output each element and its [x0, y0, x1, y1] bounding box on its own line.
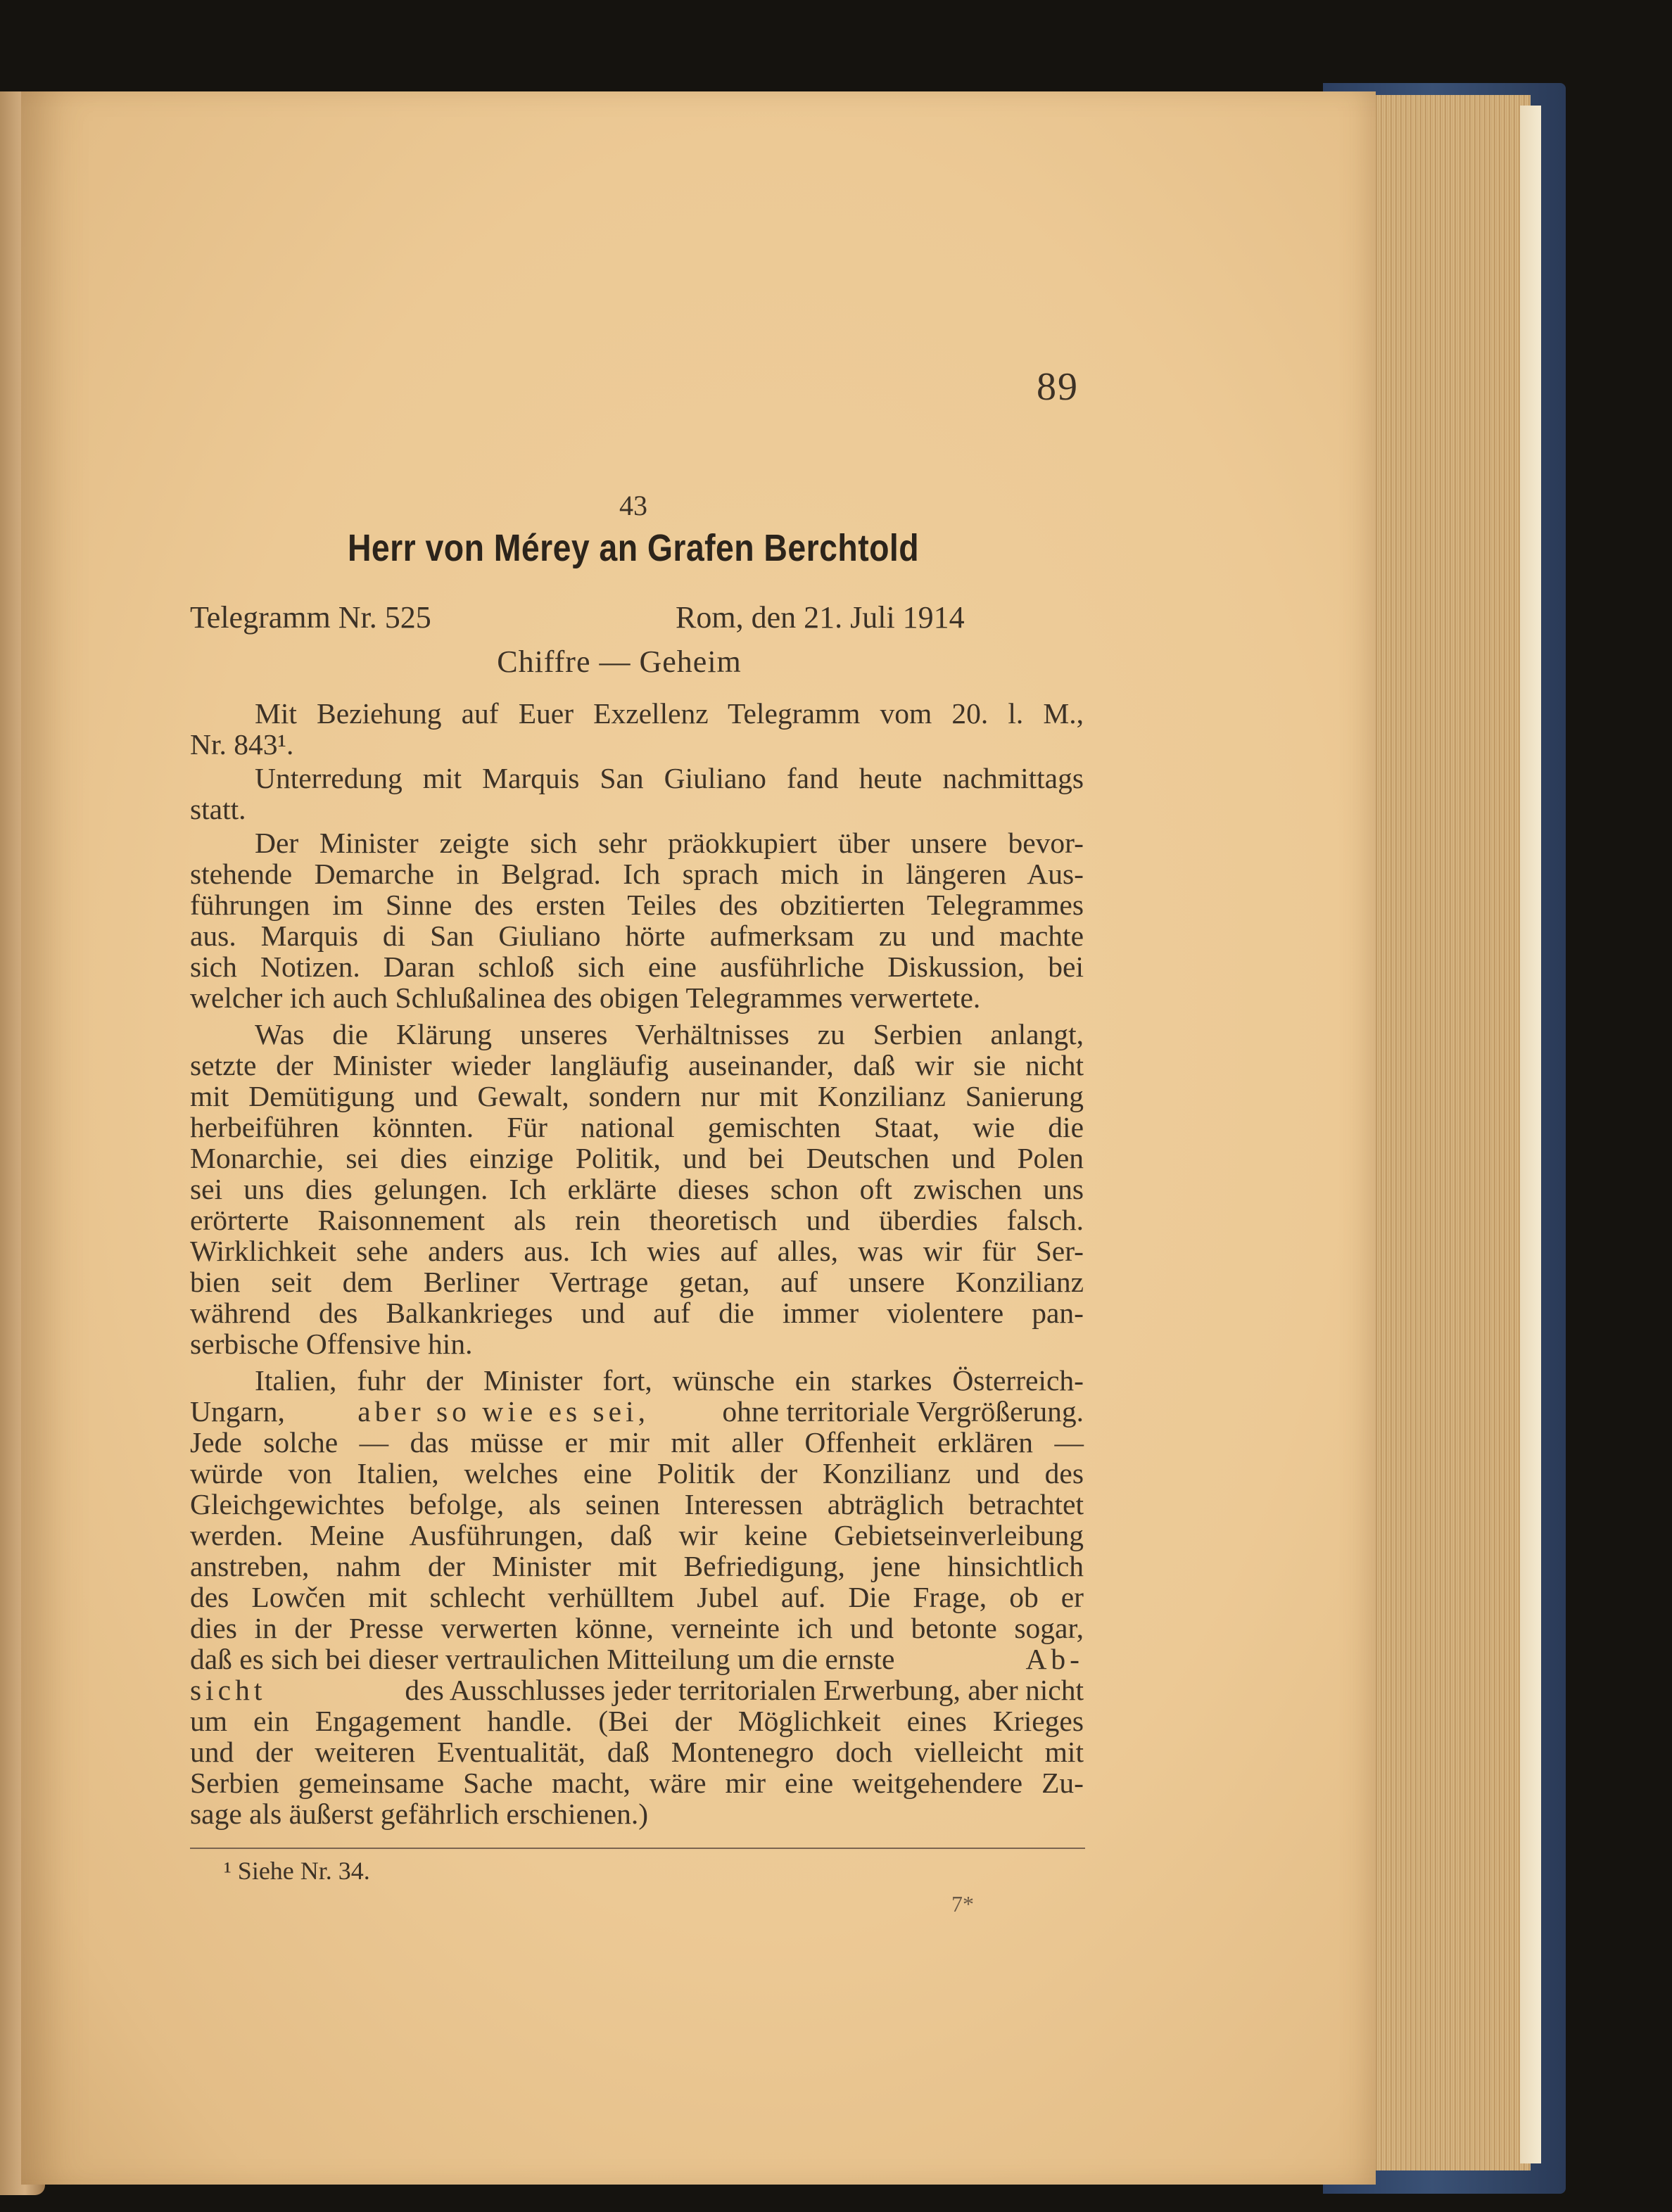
body-line: erörterte Raisonnement als rein theoretisch und überdies falsch. [190, 1204, 1084, 1236]
body-line: welcher ich auch Schlußalinea des obigen Telegrammes verwertete. [190, 981, 981, 1014]
body-line: Jede solche — das müsse er mir mit aller Offenheit erklären — [190, 1426, 1084, 1458]
body-line: anstreben, nahm der Minister mit Befriedigung, jene hinsichtlich [190, 1550, 1084, 1582]
document-title: Herr von Mérey an Grafen Berchtold [347, 527, 920, 569]
body-phrase: daß es sich bei dieser vertraulichen Mitteilung um die ernste [190, 1643, 895, 1675]
body-line: aus. Marquis di San Giuliano hörte aufmerksam zu und machte [190, 920, 1084, 952]
body-line: serbische Offensive hin. [190, 1328, 473, 1360]
footnote: ¹ Siehe Nr. 34. [224, 1857, 370, 1885]
body-line: werden. Meine Ausführungen, daß wir keine Gebietseinverleibung [190, 1519, 1084, 1551]
body-line: statt. [190, 793, 246, 825]
body-line: des Lowčen mit schlecht verhülltem Jubel auf. Die Frage, ob er [190, 1581, 1084, 1613]
body-line: führungen im Sinne des ersten Teiles des obzitierten Telegrammes [190, 889, 1084, 921]
body-line: Monarchie, sei dies einzige Politik, und bei Deutschen und Polen [190, 1142, 1084, 1174]
body-line: Unterredung mit Marquis San Giuliano fand heute nachmittags [255, 762, 1084, 794]
page-edges [1358, 95, 1531, 2170]
body-line: Nr. 843¹. [190, 728, 294, 761]
body-line [190, 1394, 1084, 1428]
body-line: sich Notizen. Daran schloß sich eine ausführliche Diskussion, bei [190, 951, 1084, 983]
body-line: und der weiteren Eventualität, daß Montenegro doch vielleicht mit [190, 1736, 1084, 1768]
body-spaced-word: Ab- [1025, 1643, 1084, 1675]
body-line [190, 1642, 1084, 1676]
body-line: Mit Beziehung auf Euer Exzellenz Telegramm vom 20. l. M., [255, 697, 1084, 730]
book-page [21, 91, 1376, 2185]
body-line: Italien, fuhr der Minister fort, wünsche ein starkes Österreich- [255, 1364, 1084, 1397]
body-word: Ungarn, [190, 1395, 285, 1428]
body-line: bien seit dem Berliner Vertrage getan, auf unsere Konzilianz [190, 1266, 1084, 1298]
footnote-divider [190, 1848, 1085, 1849]
body-spaced-phrase: aber so wie es sei, [357, 1395, 650, 1428]
body-line: Serbien gemeinsame Sache macht, wäre mir eine weitgehendere Zu- [190, 1767, 1084, 1799]
body-line: stehende Demarche in Belgrad. Ich sprach mich in längeren Aus- [190, 858, 1084, 890]
body-word: ohne territoriale Vergrößerung. [722, 1395, 1084, 1428]
body-line: dies in der Presse verwerten könne, verneinte ich und betonte sogar, [190, 1612, 1084, 1644]
body-line: Was die Klärung unseres Verhältnisses zu Serbien anlangt, [255, 1018, 1084, 1050]
body-line: Gleichgewichtes befolge, als seinen Interessen abträglich betrachtet [190, 1488, 1084, 1520]
page-number: 89 [1037, 365, 1079, 409]
body-line: um ein Engagement handle. (Bei der Möglichkeit eines Krieges [190, 1705, 1084, 1737]
telegram-number: Telegramm Nr. 525 [190, 600, 431, 635]
body-line: setzte der Minister wieder langläufig auseinander, daß wir sie nicht [190, 1049, 1084, 1081]
body-line [190, 1673, 1084, 1707]
body-line: während des Balkankrieges und auf die immer violentere pan- [190, 1297, 1084, 1329]
body-spaced-word: sicht [190, 1674, 267, 1706]
body-line: Der Minister zeigte sich sehr präokkupiert über unsere bevor- [255, 827, 1084, 859]
body-phrase: des Ausschlusses jeder territorialen Erwerbung, aber nicht [405, 1674, 1084, 1706]
body-line: Wirklichkeit sehe anders aus. Ich wies auf alles, was wir für Ser- [190, 1235, 1084, 1267]
cipher-note: Chiffre — Geheim [497, 644, 742, 679]
printer-signature-mark: 7* [951, 1891, 974, 1917]
body-line: sei uns dies gelungen. Ich erklärte dieses schon oft zwischen uns [190, 1173, 1084, 1205]
body-line: mit Demütigung und Gewalt, sondern nur mit Konzilianz Sanierung [190, 1080, 1084, 1112]
page-edges-highlight [1520, 106, 1541, 2163]
document-number: 43 [619, 490, 647, 521]
body-line: herbeiführen könnten. Für national gemischten Staat, wie die [190, 1111, 1084, 1143]
body-line: würde von Italien, welches eine Politik der Konzilianz und des [190, 1457, 1084, 1489]
body-line: sage als äußerst gefährlich erschienen.) [190, 1798, 649, 1830]
place-date: Rom, den 21. Juli 1914 [676, 600, 965, 635]
